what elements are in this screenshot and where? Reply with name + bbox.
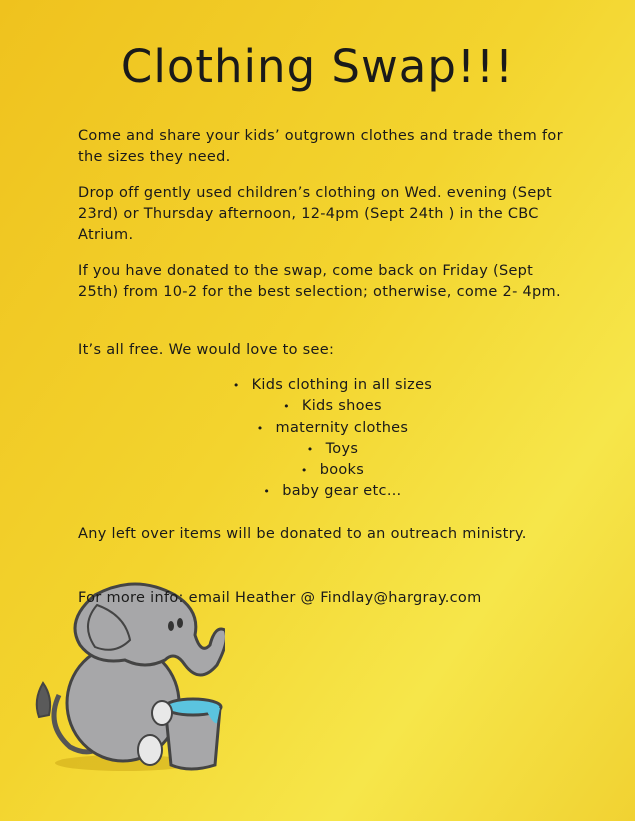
page-title: Clothing Swap!!! <box>120 40 515 93</box>
list-item: • Toys <box>0 439 635 460</box>
dropoff-paragraph: Drop off gently used children’s clothing on Wed. evening (Sept 23rd) or Thursday afternoon, 12-4pm (Sept 24th ) in the CBC Atrium. <box>78 185 553 243</box>
list-item: • Kids shoes <box>0 396 635 417</box>
pickup-paragraph: If you have donated to the swap, come back on Friday (Sept 25th) from 10-2 for the best selection; otherwise, come 2- 4pm. <box>78 263 561 300</box>
list-item: • books <box>0 460 635 481</box>
wishlist <box>0 375 635 503</box>
intro-paragraph: Come and share your kids’ outgrown clothes and trade them for the sizes they need. <box>78 128 563 165</box>
list-item: • maternity clothes <box>0 418 635 439</box>
contact-info: For more info: email Heather @ Findlay@hargray.com <box>78 590 482 606</box>
closing-paragraph: Any left over items will be donated to an outreach ministry. <box>78 526 527 542</box>
list-item: • Kids clothing in all sizes <box>0 375 635 396</box>
wishlist-intro: It’s all free. We would love to see: <box>78 342 335 358</box>
list-item: • baby gear etc… <box>0 481 635 502</box>
